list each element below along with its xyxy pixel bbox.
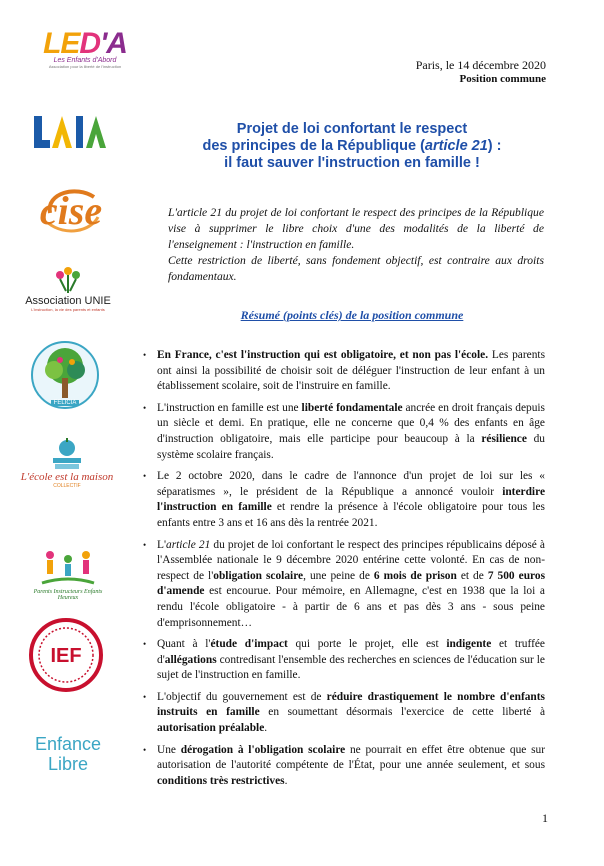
title-article-ref: article 21 [424, 138, 488, 154]
ledia-logo [30, 24, 140, 74]
intro-text-2: Cette restriction de liberté, sans fondement objectif, est contraire aux droits fondamentaux. [168, 254, 544, 283]
list-item [143, 690, 545, 737]
title-line-2-part-a: des principes de la République ( [202, 138, 425, 154]
enfance-libre-logo-line2: Libre [47, 754, 89, 774]
title-line-3: il faut sauver l'instruction en famille ! [224, 155, 480, 171]
ledia-logo-part3: 'A [100, 27, 127, 60]
page-number: 1 [542, 811, 548, 825]
key-points-list [143, 348, 545, 795]
bullet-icon: • [143, 471, 147, 482]
ledia-logo-part2: D [79, 27, 101, 60]
unie-flower-icon [48, 265, 88, 295]
bullet-5-bold-2: indigente [446, 638, 492, 651]
bullet-5-bold-1: étude d'impact [210, 638, 288, 651]
bullet-2-bold-1: liberté fondamentale [301, 401, 403, 414]
ief-seal-text: IEF [50, 645, 82, 667]
bullet-6-bold-1: réduire drastiquement le nombre d'enfants instruits en famille [157, 690, 545, 719]
bullet-4-bold-2: 6 mois de prison [373, 569, 457, 582]
unie-logo-text: Association UNIE [25, 294, 111, 307]
parents-instructeurs-logo [28, 540, 108, 610]
bullet-5-text-2: qui porte le projet, elle est [287, 638, 447, 651]
bullet-2-text-2: ancrée en droit français depuis un siècle et demi. En pratique, elle ne concerne que 0,4 % des enfants en âge d'instruction obligatoire, mais elle participe pour beaucoup à la [157, 401, 545, 445]
date-block [416, 58, 546, 85]
bullet-icon: • [143, 539, 147, 550]
bullet-4-text-5: est encourue. Pour mémoire, en Allemagne, c'est en 1938 que la loi a rendu l'école obligatoire - à partir de 6 ans et pas dès 3 ans - sous peine d'emprisonnement… [157, 585, 545, 629]
felicia-logo [30, 340, 100, 410]
list-item [143, 743, 545, 790]
ecole-maison-logo-text: L'école est la maison [20, 470, 114, 483]
bullet-6-text-2: en soumettant désormais l'exercice de cette liberté à [259, 706, 546, 719]
bullet-5-bold-3: allégations [164, 653, 217, 666]
intro-text-1: L'article 21 du projet de loi confortant le respect des principes de la République vise à supprimer le libre choix d'une des modalités de la liberté de l'enseignement : l'instruction en famille. [168, 206, 544, 251]
bullet-4-text-2: du projet de loi confortant le respect des principes républicains déposé à l'Assemblée nationale le 9 décembre 2020 entérine cette volonté. En cas de non-respect de l' [157, 538, 545, 582]
bullet-4-text-3: , une peine de [303, 569, 374, 582]
bullet-icon: • [143, 639, 147, 650]
summary-heading: Résumé (points clés) de la position commune [240, 308, 464, 322]
bullet-3-bold-1: interdire l'instruction en famille [157, 485, 545, 514]
title-line-2-part-c: ) : [487, 138, 502, 154]
laia-logo [30, 110, 110, 155]
ledia-logo-subtitle: Les Enfants d'Abord [53, 57, 117, 64]
bullet-4-italic-1: article 21 [166, 538, 211, 551]
intro-paragraph [168, 205, 544, 285]
bullet-1-bold: En France, c'est l'instruction qui est obligatoire, et non pas l'école. [157, 349, 489, 361]
apple-books-icon [47, 437, 87, 471]
bullet-5-text-3: et truffée d' [157, 638, 545, 666]
cise-logo [36, 183, 106, 238]
bullet-3-text-2: et rendre la présence à l'école obligatoire pour tous les enfants entre 3 ans et 16 ans dès la rentrée 2021. [157, 501, 545, 529]
bullet-2-text-3: du système scolaire français. [157, 432, 545, 461]
bullet-7-bold-1: dérogation à l'obligation scolaire [180, 743, 346, 756]
ief-logo [28, 617, 104, 693]
bullet-5-text-1: Quant à l' [157, 638, 211, 651]
enfance-libre-logo [28, 733, 108, 775]
bullet-6-text-1: L'objectif du gouvernement est de [157, 690, 327, 703]
family-figures-icon [38, 549, 98, 589]
cise-logo-text: cise [39, 188, 103, 233]
bullet-2-text-1: L'instruction en famille est une [157, 401, 302, 414]
bullet-1-text: Les parents ont ainsi la possibilité de choisir soit de déléguer l'instruction de leur enfant à un établissement scolaire, soit de l'instruire en famille. [157, 349, 545, 393]
partner-logos [0, 0, 130, 866]
document-title [140, 121, 564, 172]
bullet-3-text-1: Le 2 octobre 2020, dans le cadre de l'annonce d'un projet de loi sur les « séparatismes », le président de la République a annoncé vouloir [157, 470, 545, 498]
felicia-logo-text: FELICIA [51, 400, 80, 406]
bullet-4-bold-3: 7 500 euros d'amende [157, 569, 546, 598]
list-item [143, 401, 545, 463]
laia-logo-graphic [30, 110, 110, 155]
bullet-7-text-1: Une [157, 743, 181, 756]
ecole-maison-logo [12, 430, 122, 495]
ief-seal-icon [28, 617, 104, 693]
unie-logo [18, 258, 118, 318]
ecole-maison-logo-collectif: COLLECTIF [53, 482, 81, 489]
bullet-icon: • [143, 350, 147, 360]
unie-logo-tagline: L'instruction, la vie des parents et enfants [31, 306, 105, 312]
bullet-icon: • [143, 744, 147, 755]
document-date: Paris, le 14 décembre 2020 [415, 58, 546, 72]
list-item [143, 348, 545, 395]
bullet-icon: • [143, 402, 147, 413]
title-line-2 [140, 138, 564, 155]
bullet-6-bold-2: autorisation préalable [157, 722, 265, 735]
bullet-7-text-2: ne pourrait en effet être obtenue que sur autorisation de l'autorité compétente de l'État, pour une année seulement, et sous [157, 743, 546, 772]
ledia-logo-tagline: Association pour la liberté de l'instruction [48, 64, 122, 69]
bullet-5-text-4: contredisant l'ensemble des recherches en sciences de l'éducation sur le sujet de l'instruction en famille. [157, 653, 545, 682]
list-item [143, 637, 545, 684]
ledia-logo-part1: LE [43, 27, 80, 60]
list-item [143, 469, 545, 531]
title-line-1: Projet de loi confortant le respect [236, 121, 468, 137]
position-label: Position commune [459, 73, 546, 85]
bullet-7-bold-2: conditions très restrictives [157, 774, 285, 787]
list-item [143, 538, 545, 632]
bullet-7-text-3: . [284, 774, 288, 787]
enfance-libre-logo-line1: Enfance [34, 734, 102, 754]
bullet-icon: • [143, 691, 147, 702]
bullet-4-text-1: L' [157, 538, 167, 551]
bullet-6-text-3: . [264, 722, 268, 735]
parents-instructeurs-logo-text: Parents Instructeurs Enfants Heureux [33, 589, 103, 601]
bullet-4-text-4: et de [456, 569, 488, 582]
bullet-4-bold-1: obligation scolaire [213, 569, 304, 582]
bullet-2-bold-2: résilience [481, 432, 527, 445]
